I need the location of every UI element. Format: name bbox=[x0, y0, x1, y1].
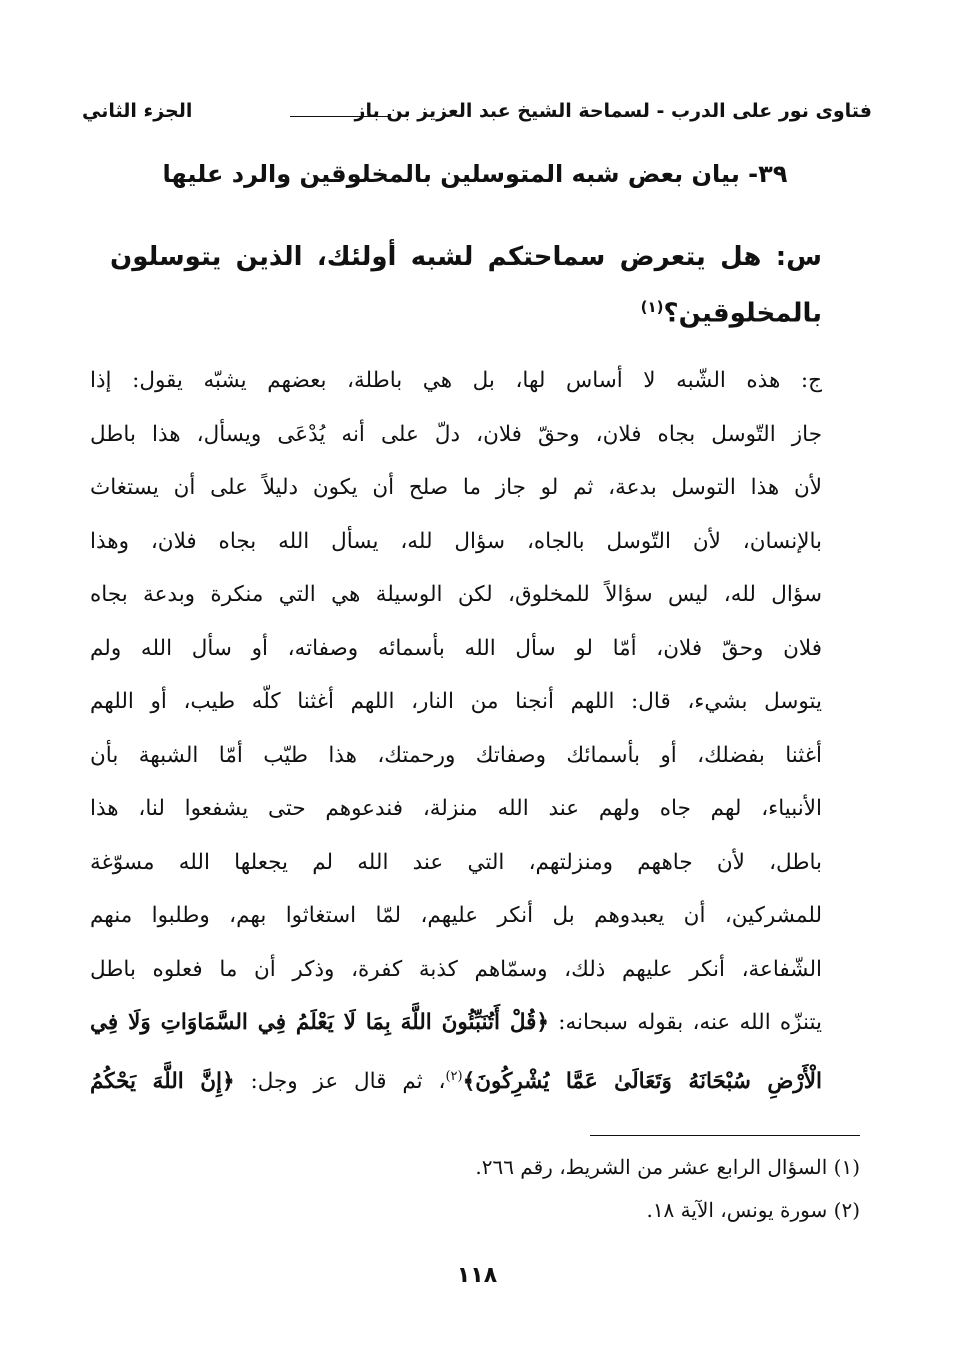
footnote-item: (١) السؤال الرابع عشر من الشريط، رقم ٢٦٦. bbox=[475, 1155, 860, 1179]
quran-verse-part1: ﴿قُلْ أَتُنَبِّئُونَ اللَّهَ بِمَا لَا يَعْلَمُ فِي السَّمَاوَاتِ وَلَا فِي bbox=[90, 1010, 550, 1035]
footnote-item: (٢) سورة يونس، الآية ١٨. bbox=[646, 1198, 860, 1222]
header-title: فتاوى نور على الدرب - لسماحة الشيخ عبد العزيز بن باز bbox=[354, 100, 872, 122]
question-footnote-ref: (١) bbox=[640, 298, 664, 316]
answer-block bbox=[90, 354, 822, 1103]
answer-line: الشّفاعة، أنكر عليهم ذلك، وسمّاهم كذبة كفرة، وذكر أن ما فعلوه باطل bbox=[90, 956, 822, 982]
answer-line: فلان وحقّ فلان، أمّا لو سأل الله بأسمائه وصفاته، أو سأل الله ولم bbox=[90, 635, 822, 661]
answer-line: يتوسل بشيء، قال: اللهم أنجنا من النار، اللهم أغثنا كلّه طيب، أو اللهم bbox=[90, 689, 822, 714]
answer-line: باطل، لأن جاههم ومنزلتهم، التي عند الله لم يجعلها الله مسوّغة bbox=[90, 849, 822, 875]
footnote-separator bbox=[590, 1135, 860, 1136]
header-rule bbox=[290, 116, 390, 117]
answer-line-with-verse bbox=[90, 1050, 822, 1104]
answer-line-suffix: ، ثم قال عز وجل: bbox=[250, 1068, 446, 1094]
header-part: الجزء الثاني bbox=[82, 100, 193, 122]
answer-line: الأنبياء، لهم جاه ولهم عند الله منزلة، فندعوهم حتى يشفعوا لنا، هذا bbox=[90, 796, 822, 821]
quran-verse-2-start: ﴿إِنَّ اللَّهَ يَحْكُمُ bbox=[90, 1068, 235, 1094]
question-text: س: هل يتعرض سماحتكم لشبه أولئك، الذين يتوسلون بالمخلوقين؟ bbox=[110, 242, 822, 329]
footnotes bbox=[360, 1146, 860, 1232]
question-block bbox=[110, 232, 822, 339]
answer-line: سؤال لله، ليس سؤالاً للمخلوق، لكن الوسيلة هي التي منكرة وبدعة بجاه bbox=[90, 582, 822, 607]
answer-line-with-verse bbox=[90, 996, 822, 1050]
verse-footnote-ref: (٢) bbox=[445, 1068, 463, 1084]
answer-line: جاز التّوسل بجاه فلان، وحقّ فلان، دلّ على أنه يُدْعَى ويسأل، هذا باطل bbox=[90, 421, 822, 447]
page-number: ١١٨ bbox=[456, 1263, 498, 1288]
running-header bbox=[82, 96, 872, 126]
answer-line: للمشركين، أن يعبدوهم بل أنكر عليهم، لمّا استغاثوا بهم، وطلبوا منهم bbox=[90, 903, 822, 928]
answer-line-prefix: يتنزّه الله عنه، بقوله سبحانه: bbox=[558, 1010, 822, 1035]
answer-line: لأن هذا التوسل بدعة، ثم لو جاز ما صلح أن يكون دليلاً على أن يستغاث bbox=[90, 475, 822, 500]
quran-verse-part2: الْأَرْضِ سُبْحَانَهُ وَتَعَالَىٰ عَمَّا يُشْرِكُونَ﴾ bbox=[462, 1068, 822, 1094]
answer-line: ج: هذه الشّبه لا أساس لها، بل هي باطلة، بعضهم يشبّه يقول: إذا bbox=[90, 368, 822, 393]
answer-line: أغثنا بفضلك، أو بأسمائك وصفاتك ورحمتك، هذا طيّب أمّا الشبهة بأن bbox=[90, 742, 822, 768]
answer-line: بالإنسان، لأن التّوسل بالجاه، سؤال لله، يسأل الله بجاه فلان، وهذا bbox=[90, 528, 822, 554]
section-title: ٣٩- بيان بعض شبه المتوسلين بالمخلوقين والرد عليها bbox=[162, 160, 788, 188]
